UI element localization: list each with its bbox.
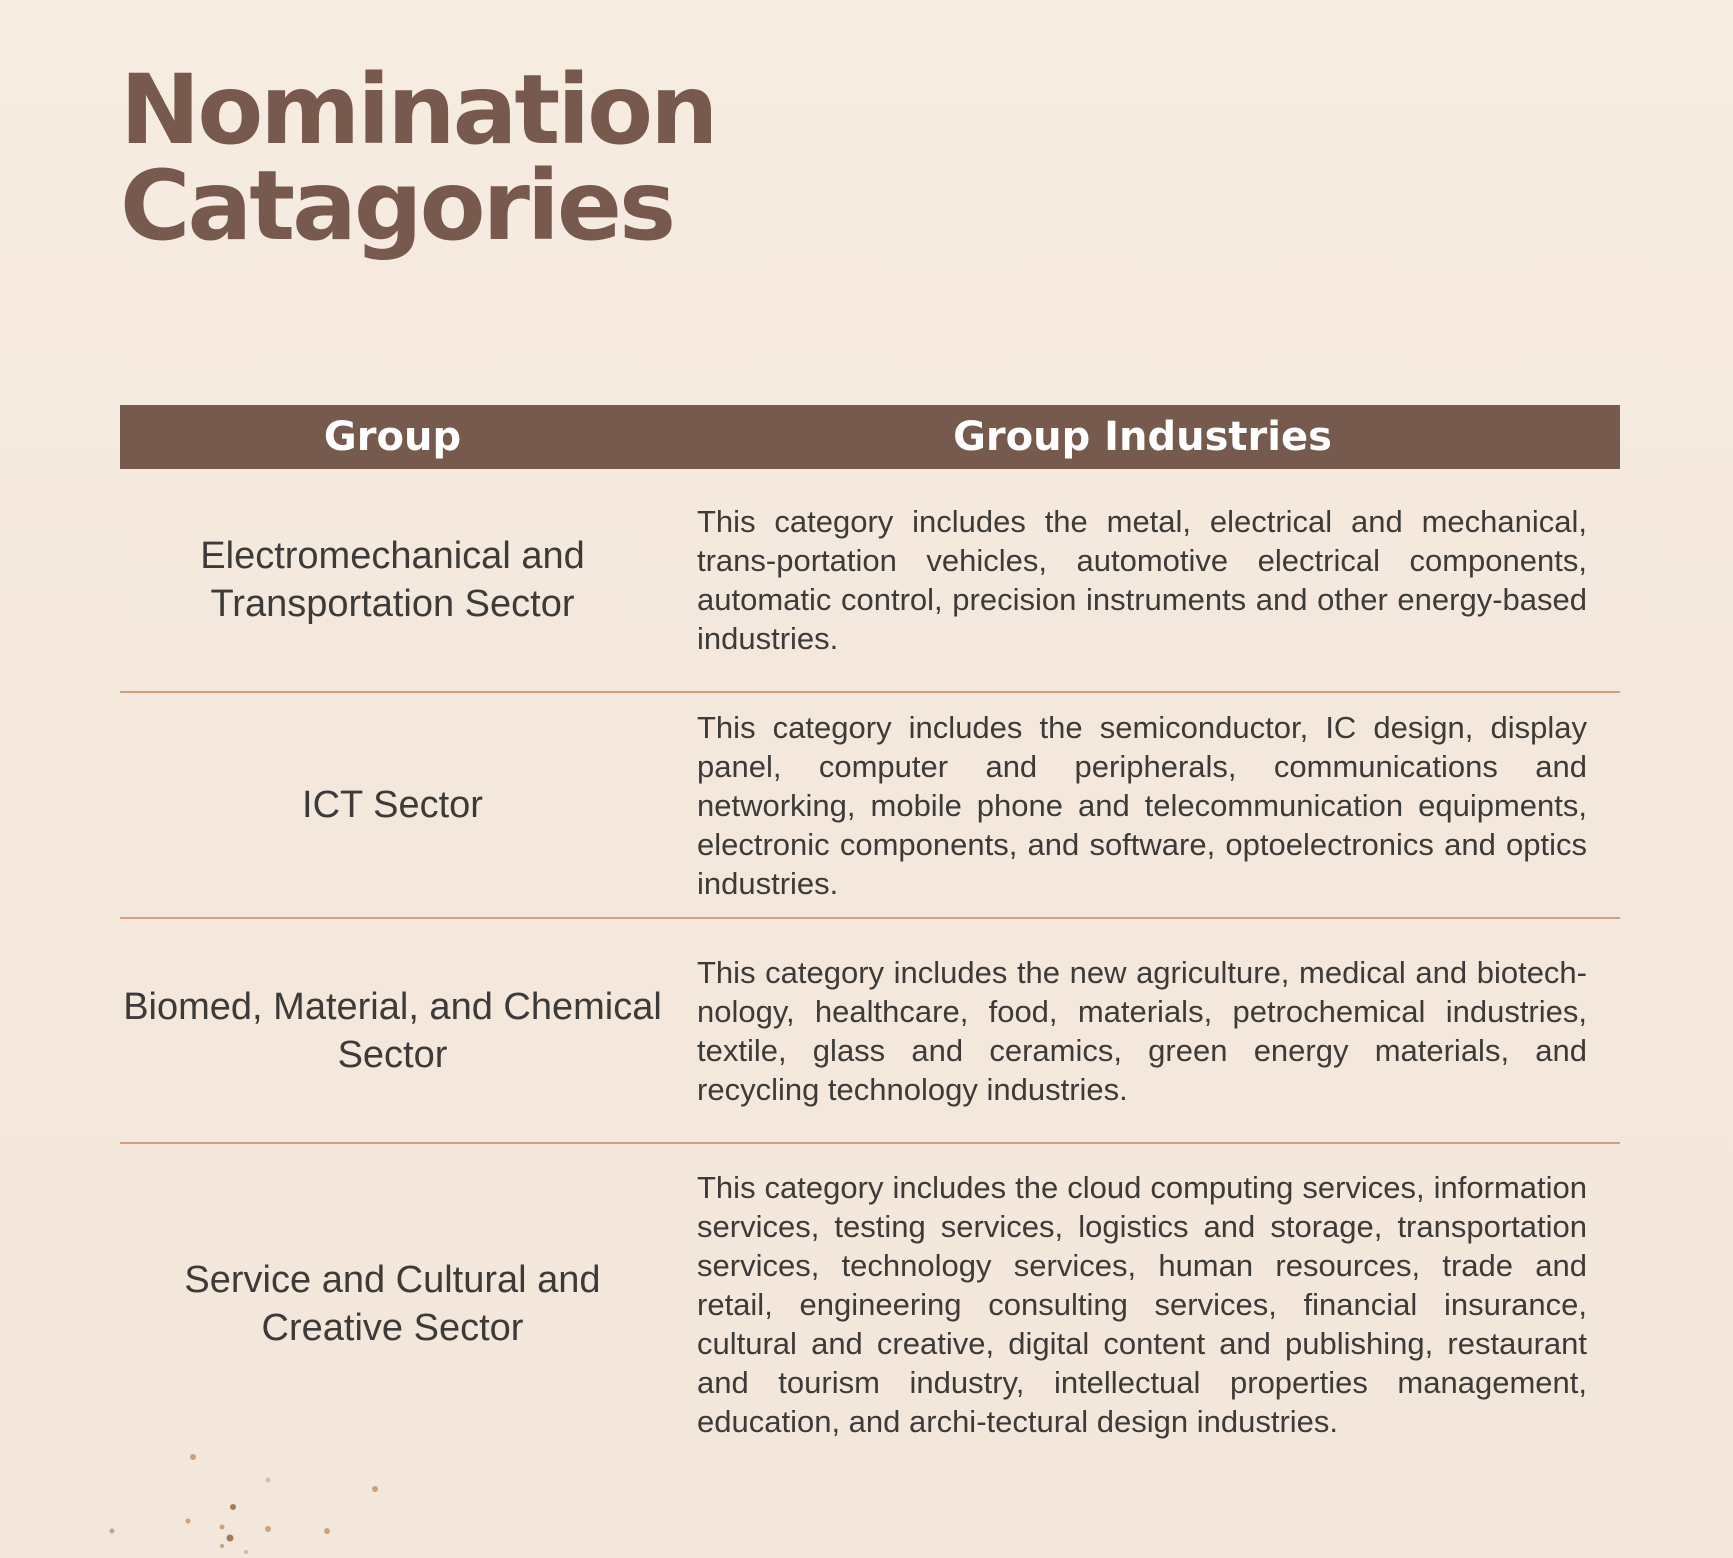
group-description: This category includes the metal, electrical and mechanical, trans-portation vehicles, automotive electrical components, automatic control, precision instruments and other energy-based industries. bbox=[697, 504, 1587, 656]
page-title-line-2: Catagories bbox=[120, 150, 674, 262]
group-name: Electromechanical and Transportation Sector bbox=[200, 535, 585, 625]
group-name: Service and Cultural and Creative Sector bbox=[184, 1259, 601, 1349]
group-name: Biomed, Material, and Chemical Sector bbox=[123, 985, 662, 1076]
table-row bbox=[120, 919, 1620, 1144]
header-group: Group bbox=[323, 414, 462, 460]
decorative-dot bbox=[190, 1454, 196, 1460]
table-header bbox=[120, 405, 1620, 469]
decorative-dots bbox=[0, 1420, 420, 1558]
decorative-dot bbox=[372, 1486, 378, 1492]
decorative-dot bbox=[266, 1478, 271, 1483]
decorative-dot bbox=[220, 1525, 225, 1530]
page-title-line-1: Nomination bbox=[120, 54, 716, 166]
nomination-categories-table bbox=[120, 405, 1620, 1464]
group-name: ICT Sector bbox=[302, 784, 483, 826]
decorative-dot bbox=[227, 1535, 234, 1542]
page-title bbox=[120, 54, 716, 262]
decorative-dot bbox=[186, 1519, 191, 1524]
decorative-dot bbox=[220, 1544, 224, 1548]
decorative-dot bbox=[244, 1550, 248, 1554]
decorative-dot bbox=[324, 1528, 330, 1534]
group-description: This category includes the cloud computing services, information services, testing services, logistics and storage, transportation services, technology services, human resources, trade and retail, engineering consulting services, financial insurance, cultural and creative, digital content and publishing, restaurant and tourism industry, intellectual properties management, education, and archi-tectural design industries. bbox=[697, 1169, 1587, 1439]
table-row bbox=[120, 1144, 1620, 1464]
group-description: This category includes the semiconductor, IC design, display panel, computer and peripherals, communications and networking, mobile phone and telecommunication equipments, electronic components, and software, optoelectronics and optics industries. bbox=[697, 709, 1587, 901]
header-group-industries: Group Industries bbox=[953, 414, 1332, 460]
decorative-dot bbox=[110, 1529, 115, 1534]
decorative-dot bbox=[230, 1504, 236, 1510]
decorative-dot bbox=[265, 1526, 271, 1532]
table-row bbox=[120, 469, 1620, 693]
group-description: This category includes the new agriculture, medical and biotech-nology, healthcare, food, materials, petrochemical industries, textile, glass and ceramics, green energy materials, and recycling technology industries. bbox=[697, 954, 1587, 1107]
table-row bbox=[120, 693, 1620, 919]
